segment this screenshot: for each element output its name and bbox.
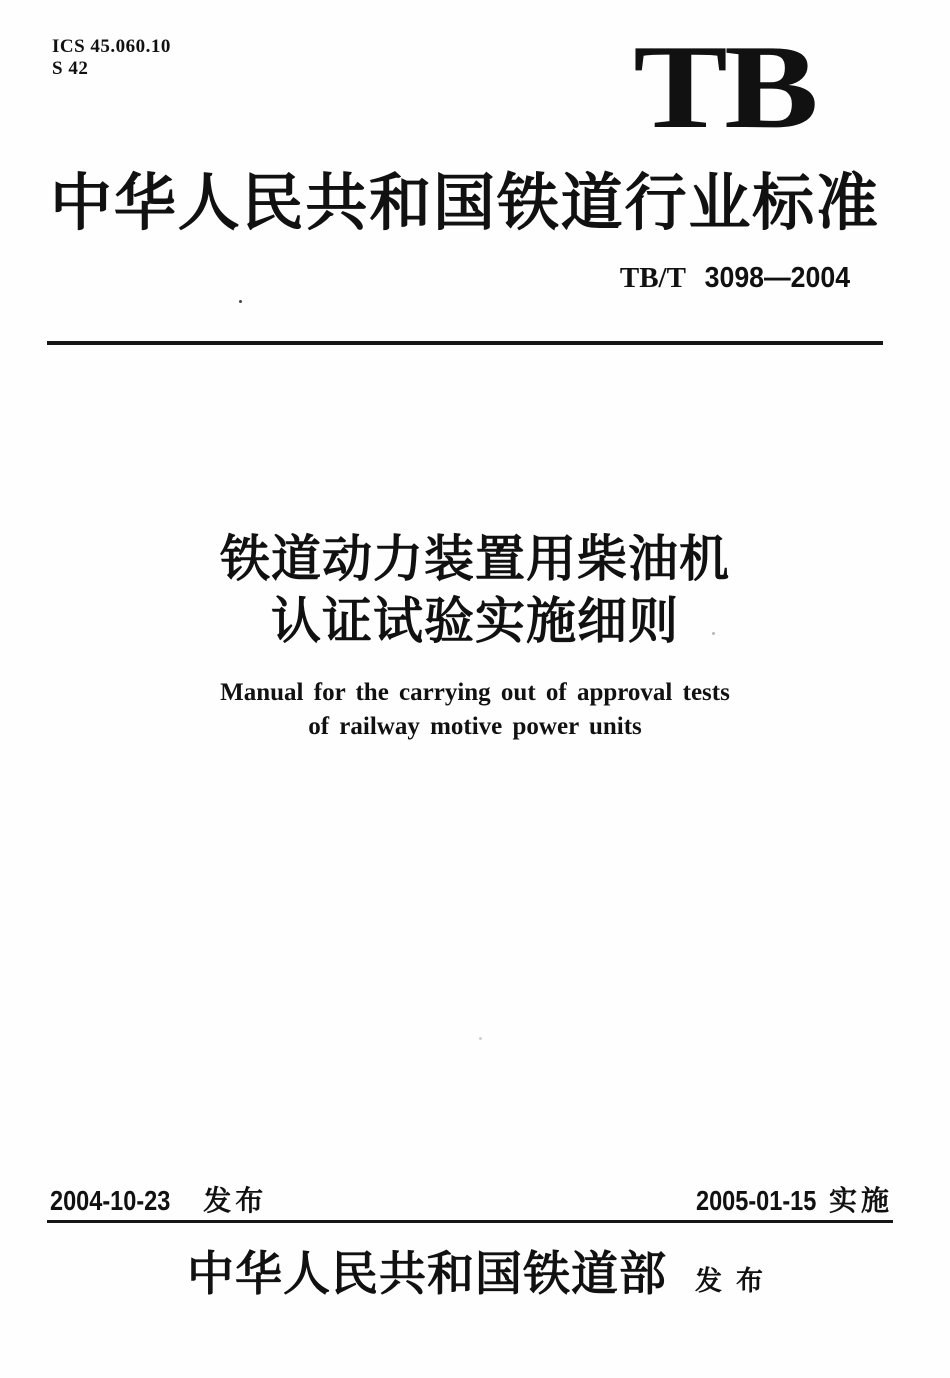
implement-date-label: 实施 (828, 1185, 893, 1216)
scan-speck (239, 300, 242, 303)
standard-name-heading: 中华人民共和国铁道行业标准 (50, 170, 878, 238)
classification-codes (52, 36, 171, 80)
standard-code-prefix: TB/T (619, 262, 686, 294)
document-title-en (0, 676, 950, 744)
header-rule (47, 341, 883, 345)
publish-action-label: 发布 (695, 1266, 777, 1296)
ics-code: ICS 45.060.10 (52, 36, 171, 57)
date-row (50, 1186, 893, 1216)
issue-date-group (50, 1186, 267, 1216)
issue-date: 2004-10-23 (50, 1185, 171, 1216)
title-en-line1: Manual for the carrying out of approval tests (220, 679, 730, 706)
title-cn-line2: 认证试验实施细则 (271, 593, 679, 649)
implement-date: 2005-01-15 (695, 1185, 817, 1216)
standard-code (620, 262, 850, 294)
document-title-cn (0, 528, 950, 652)
doc-class-code: S 42 (52, 58, 89, 79)
publisher-row (0, 1248, 950, 1302)
scan-speck (479, 1037, 482, 1040)
implement-date-group (696, 1186, 893, 1216)
issue-date-label: 发布 (203, 1185, 268, 1216)
scan-speck (712, 632, 715, 635)
standard-code-number: 3098—2004 (704, 262, 850, 294)
tb-logo: TB (633, 20, 815, 153)
title-cn-line1: 铁道动力装置用柴油机 (220, 531, 730, 587)
publisher-name: 中华人民共和国铁道部 (187, 1249, 667, 1301)
footer-rule (47, 1220, 893, 1223)
title-en-line2: of railway motive power units (308, 713, 642, 740)
